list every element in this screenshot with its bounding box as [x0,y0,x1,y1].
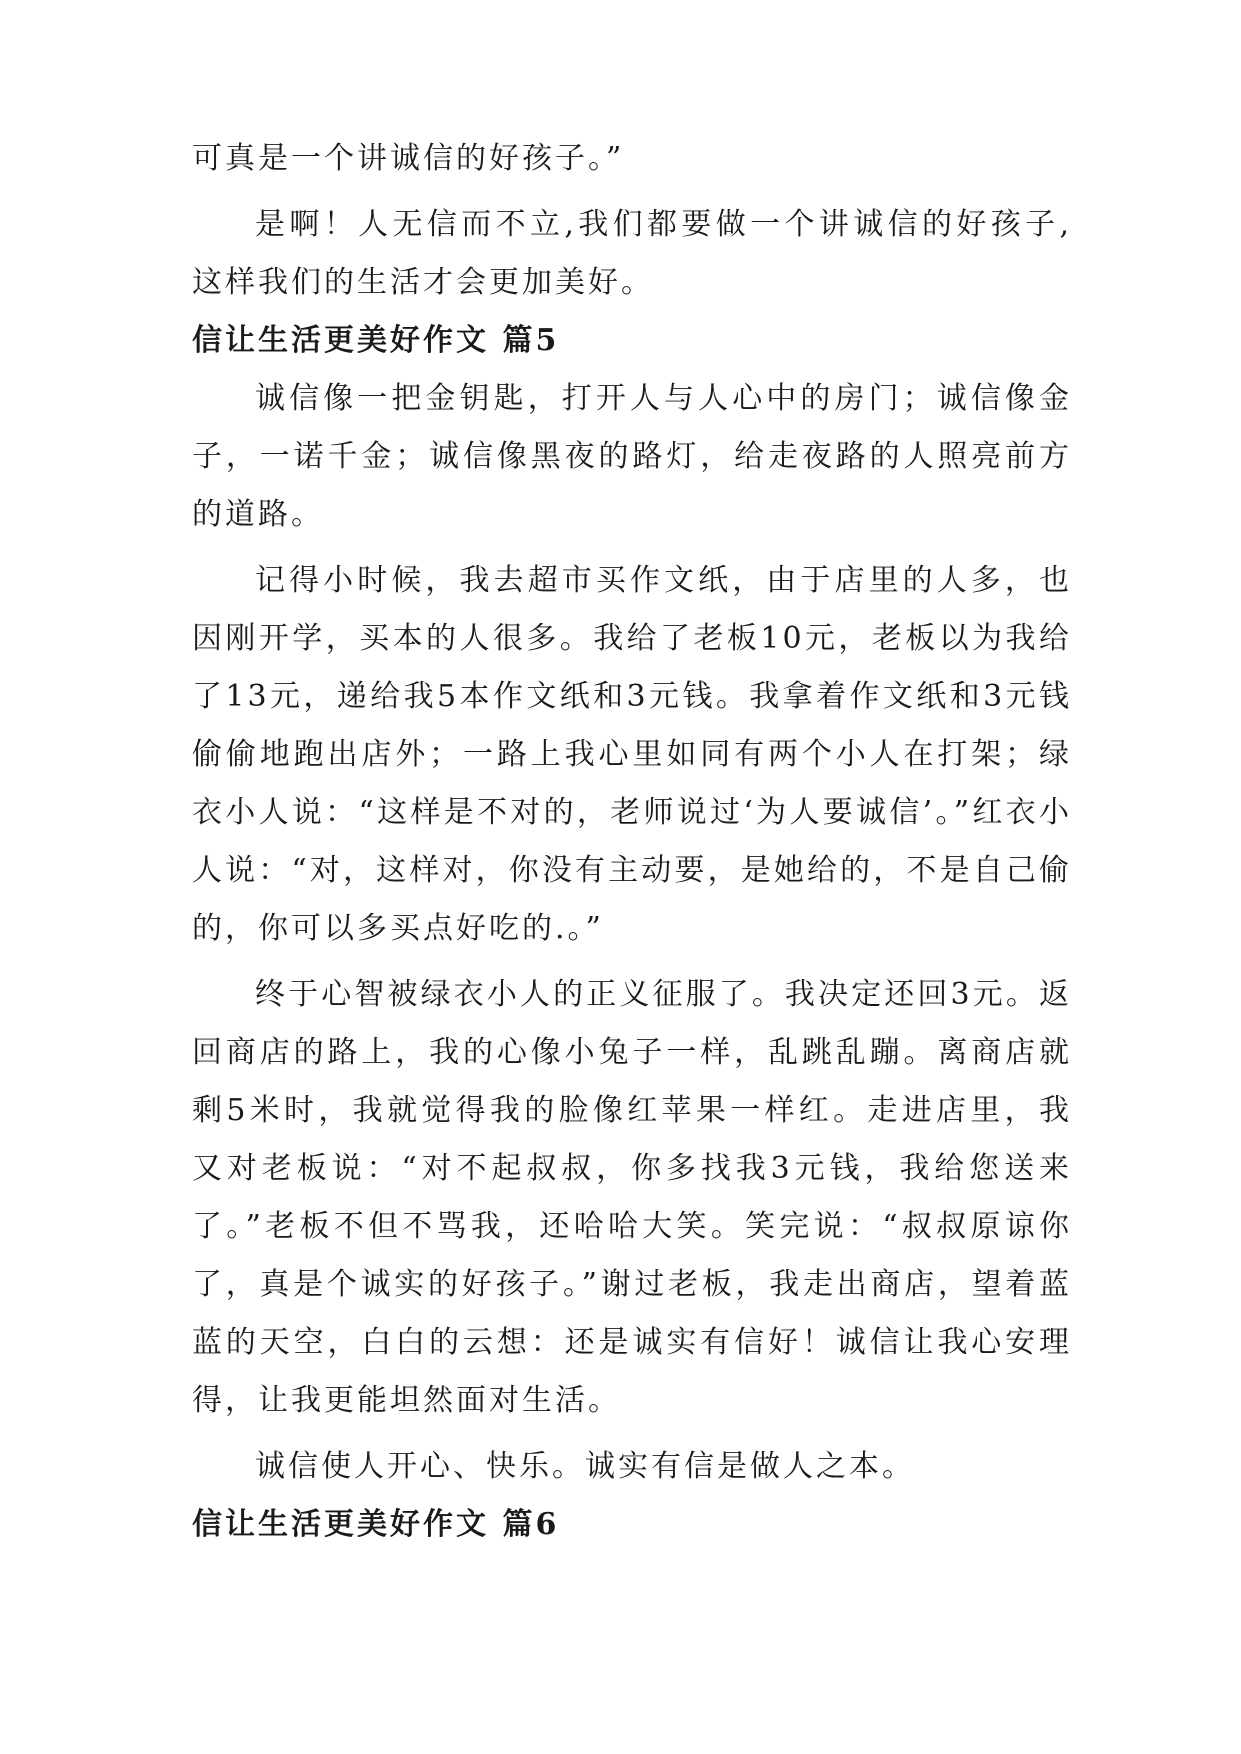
section-heading-5: 信让生活更美好作文 篇5 [192,323,560,358]
paragraph: 终于心智被绿衣小人的正义征服了。我决定还回3元。返回商店的路上，我的心像小兔子一样，乱跳乱蹦。离商店就剩5米时，我就觉得我的脸像红苹果一样红。走进店里，我又对老板说：“对不起叔叔，你多找我3元钱，我给您送来了。”老板不但不骂我，还哈哈大笑。笑完说：“叔叔原谅你了，真是个诚实的好孩子。”谢过老板，我走出商店，望着蓝蓝的天空，白白的云想：还是诚实有信好！诚信让我心安理得，让我更能坦然面对生活。 [192,977,1072,1418]
paragraph-continuation: 可真是一个讲诚信的好孩子。” [192,141,625,176]
paragraph: 是啊！人无信而不立,我们都要做一个讲诚信的好孩子,这样我们的生活才会更加美好。 [192,207,1072,300]
paragraph: 诚信像一把金钥匙，打开人与人心中的房门；诚信像金子，一诺千金；诚信像黑夜的路灯，给走夜路的人照亮前方的道路。 [192,381,1072,532]
document-body [192,130,1072,1554]
paragraph: 诚信使人开心、快乐。诚实有信是做人之本。 [255,1449,915,1484]
section-heading-6: 信让生活更美好作文 篇6 [192,1507,560,1542]
paragraph: 记得小时候，我去超市买作文纸，由于店里的人多，也因刚开学，买本的人很多。我给了老板10元，老板以为我给了13元，递给我5本作文纸和3元钱。我拿着作文纸和3元钱偷偷地跑出店外；一路上我心里如同有两个小人在打架；绿衣小人说：“这样是不对的，老师说过‘为人要诚信’。”红衣小人说：“对，这样对，你没有主动要，是她给的，不是自己偷的，你可以多买点好吃的.。” [192,563,1072,946]
